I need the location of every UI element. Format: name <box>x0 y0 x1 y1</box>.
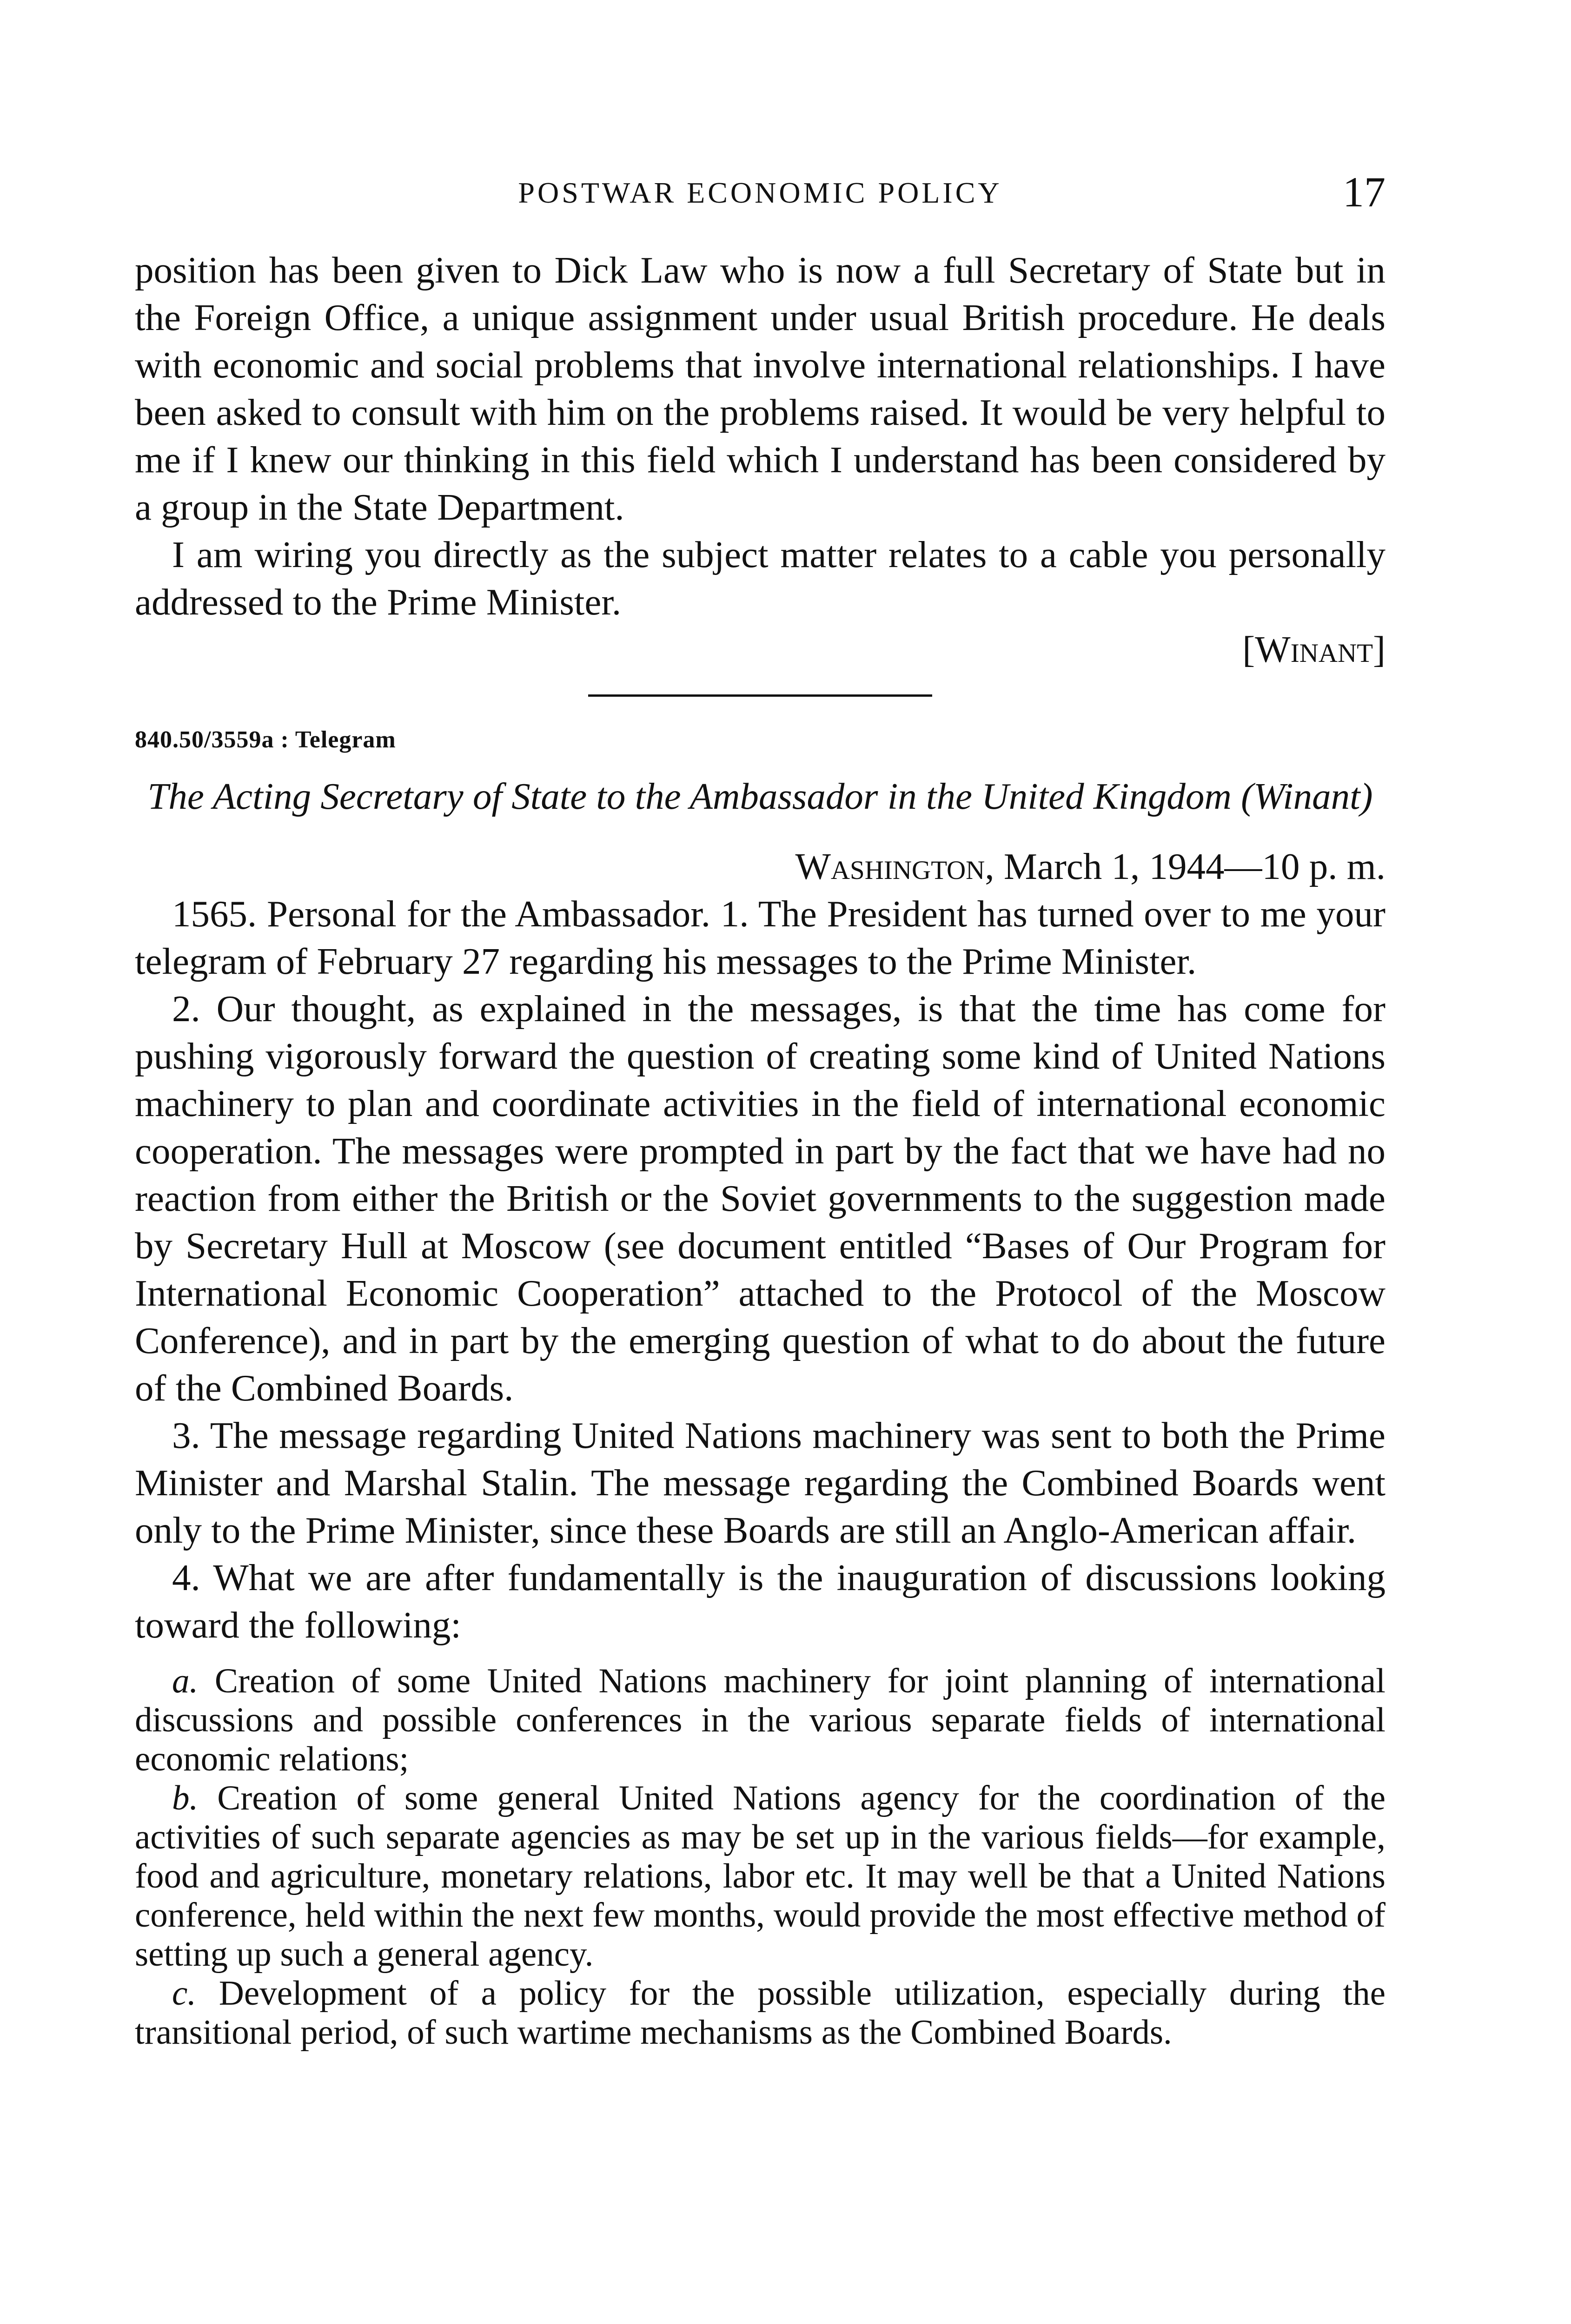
running-head <box>135 167 1385 218</box>
dateline-date: March 1, 1944—10 p. m. <box>1003 845 1385 887</box>
list-item-letter: b. <box>172 1779 199 1817</box>
telegram-paragraph: 1565. Personal for the Ambassador. 1. The President has turned over to me your telegram of February 27 regarding his messages to the Prime Minister. <box>135 893 1385 982</box>
telegram-paragraph: 4. What we are after fundamentally is the inauguration of discussions looking toward the following: <box>135 1557 1385 1646</box>
list-item <box>135 1779 1385 1974</box>
dateline <box>135 843 1385 890</box>
document-heading: The Acting Secretary of State to the Ambassador in the United Kingdom (Winant) <box>147 775 1373 817</box>
list-item <box>135 1662 1385 1779</box>
page-number: 17 <box>1343 168 1385 216</box>
enumerated-list <box>135 1662 1385 2052</box>
list-item-text: Creation of some general United Nations agency for the coordination of the activities of such separate agencies as may be set up in the various fields—for example, food and agriculture, monetary relations, labor etc. It may well be that a United Nations conference, held within the next few months, would provide the most effective method of setting up such a general agency. <box>135 1779 1385 1974</box>
list-item-letter: a. <box>172 1662 199 1700</box>
list-item-letter: c. <box>172 1974 197 2013</box>
section-divider <box>588 694 932 697</box>
list-item-text: Development of a policy for the possible utilization, especially during the transitional period, of such wartime mechanisms as the Combined Boards. <box>135 1974 1386 2052</box>
dateline-place: Washington, <box>795 845 994 887</box>
telegram-paragraph: 3. The message regarding United Nations machinery was sent to both the Prime Minister and Marshal Stalin. The message regarding the Combined Boards went only to the Prime Minister, since these Boards are still an Anglo-American affair. <box>135 1414 1385 1551</box>
file-number: 840.50/3559a : Telegram <box>135 726 396 753</box>
body-text <box>135 246 1385 2052</box>
continued-paragraph: I am wiring you directly as the subject matter relates to a cable you personally addressed to the Prime Minister. <box>135 534 1385 623</box>
running-title: POSTWAR ECONOMIC POLICY <box>518 176 1002 209</box>
continued-paragraph: position has been given to Dick Law who is now a full Secretary of State but in the Foreign Office, a unique assignment under usual British procedure. He deals with economic and social problems that involve international relationships. I have been asked to consult with him on the problems raised. It would be very helpful to me if I knew our thinking in this field which I understand has been considered by a group in the State Department. <box>135 249 1385 528</box>
list-item-text: Creation of some United Nations machinery for joint planning of international discussions and possible conferences in the various separate fields of international economic relations; <box>135 1662 1385 1778</box>
signature: [Winant] <box>1242 628 1385 670</box>
telegram-paragraph: 2. Our thought, as explained in the messages, is that the time has come for pushing vigorously forward the question of creating some kind of United Nations machinery to plan and coordinate activities in the field of international economic cooperation. The messages were prompted in part by the fact that we have had no reaction from either the British or the Soviet governments to the suggestion made by Secretary Hull at Moscow (see document entitled “Bases of Our Program for International Economic Cooperation” attached to the Protocol of the Moscow Conference), and in part by the emerging question of what to do about the future of the Combined Boards. <box>135 988 1385 1409</box>
list-item <box>135 1974 1385 2052</box>
